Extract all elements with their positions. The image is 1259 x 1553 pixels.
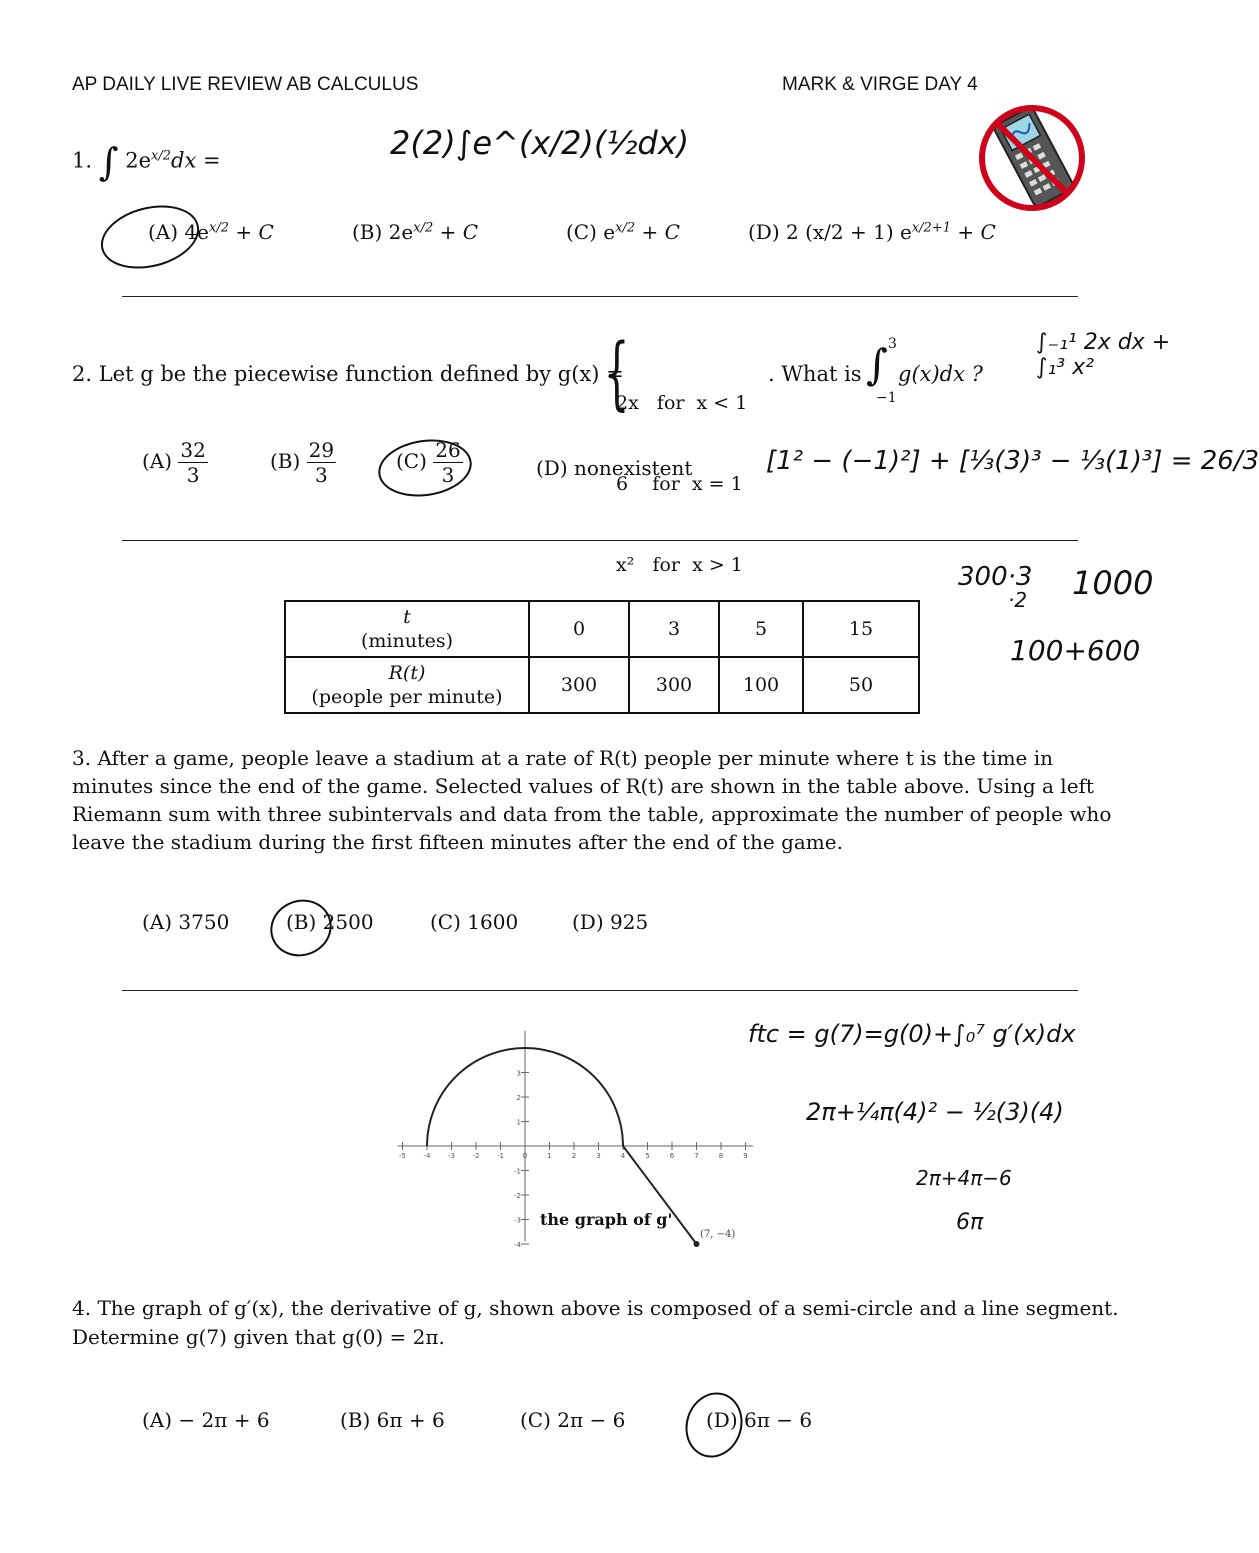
option-label: (A) — [142, 1408, 173, 1432]
option-rest: + C — [950, 220, 996, 244]
y-tick-label: -1 — [514, 1167, 521, 1176]
option-label: (B) — [340, 1408, 371, 1432]
q4-text: 4. The graph of g′(x), the derivative of g, shown above is composed of a semi-circle and a line segment. Determine g(7) given that g(0) = 2π. — [72, 1296, 1119, 1349]
q4-handwriting-4: 6π — [956, 1210, 984, 1235]
option-rest: + C — [228, 220, 274, 244]
table-cell: 15 — [803, 601, 919, 657]
q2-question: . What is — [768, 362, 862, 386]
option-label: (B) — [286, 910, 317, 934]
option-label: (A) — [142, 910, 173, 934]
q4-option-a[interactable] — [142, 1408, 270, 1432]
y-tick-label: 1 — [516, 1118, 521, 1127]
option-text: 2 (x/2 + 1) e — [786, 220, 912, 244]
option-label: (C) — [520, 1408, 551, 1432]
denominator: 3 — [315, 463, 328, 487]
q2-lower-limit: −1 — [876, 390, 897, 406]
q1-dx: dx = — [171, 148, 221, 173]
q2-option-a[interactable] — [142, 440, 208, 485]
option-label: (D) — [706, 1408, 738, 1432]
q4-handwriting-2: 2π+¼π(4)² − ½(3)(4) — [806, 1098, 1064, 1126]
option-label: (C) — [566, 220, 597, 244]
table-row — [285, 657, 919, 713]
numerator: 26 — [435, 438, 461, 462]
case-3: x² for x > 1 — [616, 554, 743, 576]
option-text: 1600 — [467, 910, 519, 934]
option-text: 2π − 6 — [557, 1408, 626, 1432]
cell-text: t — [403, 606, 411, 628]
option-label: (D) — [572, 910, 604, 934]
q3-text: 3. After a game, people leave a stadium at a rate of R(t) people per minute where t is the time in minutes since the end of the game. Selected values of R(t) are shown in the table above. Using a left Riemann sum with three subintervals and data from the table, approximate the number of people who leave the stadium during the first fifteen minutes after the end of the game. — [72, 746, 1112, 854]
y-tick-label: -4 — [514, 1241, 521, 1249]
q1-number: 1. — [72, 148, 93, 173]
no-calculator-icon — [972, 98, 1092, 218]
q1-prompt — [72, 140, 221, 184]
option-label: (C) — [430, 910, 461, 934]
table-header-cell — [285, 657, 529, 713]
q2-option-b[interactable] — [270, 440, 336, 485]
option-text: 6π + 6 — [376, 1408, 445, 1432]
q2-handwriting-top: ∫₋₁¹ 2x dx + ∫₁³ x² — [1036, 330, 1171, 380]
option-text: e — [603, 220, 616, 244]
denominator: 3 — [186, 463, 200, 487]
option-text: 925 — [610, 910, 649, 934]
integral-sign: ∫ — [866, 340, 888, 389]
q3-option-c[interactable] — [430, 910, 518, 934]
x-tick-label: 0 — [522, 1152, 528, 1160]
numerator: 29 — [308, 438, 335, 462]
option-exp: x/2 — [208, 220, 229, 236]
table-cell: 0 — [529, 601, 629, 657]
integral-sign: ∫ — [98, 140, 119, 184]
x-tick-label: 2 — [571, 1152, 577, 1160]
option-exp: x/2+1 — [911, 220, 951, 236]
x-tick-label: 6 — [669, 1152, 675, 1160]
answer-circle — [94, 196, 206, 278]
option-label: (D) — [748, 220, 780, 244]
x-tick-label: 3 — [596, 1152, 601, 1160]
q1-exponent: x/2 — [151, 148, 172, 164]
option-label: (A) — [148, 220, 179, 244]
x-tick-label: -3 — [448, 1152, 455, 1160]
option-label: (B) — [352, 220, 383, 244]
table-cell: 100 — [719, 657, 803, 713]
option-label: (A) — [142, 449, 173, 473]
q4-handwriting-3: 2π+4π−6 — [916, 1166, 1012, 1190]
q2-prompt: 2. Let g be the piecewise function defined by g(x) = — [72, 362, 624, 386]
option-exp: x/2 — [615, 220, 636, 236]
option-label: (C) — [396, 449, 427, 473]
cell-text: (people per minute) — [311, 686, 503, 708]
option-text: 6π − 6 — [744, 1408, 813, 1432]
y-tick-label: -2 — [514, 1192, 521, 1200]
line-segment — [620, 1146, 697, 1244]
q3-handwriting-2: ·2 — [1008, 588, 1028, 612]
y-tick-label: 2 — [516, 1094, 521, 1102]
header-title: AP DAILY LIVE REVIEW AB CALCULUS — [72, 74, 419, 95]
table-cell: 5 — [719, 601, 803, 657]
option-text: nonexistent — [574, 456, 693, 480]
table-cell: 300 — [629, 657, 719, 713]
q2-integrand: g(x)dx ? — [898, 362, 983, 386]
table-row — [285, 601, 919, 657]
option-exp: x/2 — [413, 220, 434, 236]
rate-table — [284, 600, 920, 714]
numerator: 32 — [180, 438, 206, 462]
option-rest: + C — [635, 220, 680, 244]
q4-option-b[interactable] — [340, 1408, 445, 1432]
option-label: (D) — [536, 456, 568, 480]
denominator: 3 — [441, 463, 455, 487]
q2-handwriting-work: [1² − (−1)²] + [⅓(3)³ − ⅓(1)³] = 26/3 — [766, 446, 1259, 476]
option-text: 2500 — [322, 910, 374, 934]
q3-option-a[interactable] — [142, 910, 229, 934]
q4-handwriting-1: ftc = g(7)=g(0)+∫₀⁷ g′(x)dx — [748, 1020, 1076, 1048]
case-1: 2x for x < 1 — [616, 392, 748, 414]
x-tick-label: -1 — [497, 1152, 504, 1160]
fraction — [178, 440, 207, 485]
q3-option-d[interactable] — [572, 910, 648, 934]
x-tick-label: 4 — [620, 1152, 626, 1160]
endpoint-marker — [694, 1241, 700, 1247]
x-tick-labels — [399, 1152, 748, 1160]
table-cell: 300 — [529, 657, 629, 713]
fraction — [307, 440, 336, 485]
option-text: 2e — [388, 220, 414, 244]
point-label: (7, −4) — [700, 1229, 736, 1240]
option-text: 4e — [184, 220, 209, 244]
q3-handwriting-4: 100+600 — [1010, 634, 1141, 667]
x-tick-label: 9 — [743, 1152, 748, 1160]
q1-integrand: 2e — [125, 148, 152, 173]
option-text: − 2π + 6 — [178, 1408, 270, 1432]
q1-option-d[interactable] — [748, 220, 996, 244]
q1-option-c[interactable] — [566, 220, 680, 244]
y-tick-label: 3 — [516, 1069, 521, 1078]
divider — [122, 296, 1078, 297]
q4-option-c[interactable] — [520, 1408, 625, 1432]
x-tick-label: -4 — [423, 1152, 431, 1160]
cell-text: (minutes) — [360, 630, 454, 652]
x-tick-label: -2 — [472, 1152, 480, 1160]
q1-handwriting: 2(2)∫e^(x/2)(½dx) — [390, 124, 690, 162]
option-text: 3750 — [178, 910, 230, 934]
y-tick-label: -3 — [514, 1216, 521, 1225]
graph-label: the graph of g' — [540, 1210, 673, 1229]
answer-circle — [677, 1385, 751, 1465]
divider — [122, 990, 1078, 991]
option-rest: + C — [433, 220, 478, 244]
divider — [122, 540, 1078, 541]
q2-option-d[interactable] — [536, 456, 692, 480]
cell-text: R(t) — [388, 662, 426, 684]
q3-handwriting-3: 1000 — [1072, 564, 1154, 602]
header-day: MARK & VIRGE DAY 4 — [782, 74, 978, 95]
table-cell: 50 — [803, 657, 919, 713]
x-tick-label: 7 — [694, 1152, 699, 1160]
brace: { — [604, 328, 630, 420]
option-label: (B) — [270, 449, 301, 473]
case-2: 6 for x = 1 — [616, 473, 743, 495]
answer-circle — [262, 891, 339, 965]
q2-upper-limit: 3 — [888, 336, 897, 352]
table-header-cell — [285, 601, 529, 657]
x-tick-label: 5 — [645, 1152, 650, 1160]
x-tick-label: 8 — [718, 1152, 724, 1160]
table-cell: 3 — [629, 601, 719, 657]
x-tick-label: -5 — [399, 1152, 406, 1160]
q1-option-b[interactable] — [352, 220, 478, 244]
q3-handwriting-1: 300·3 — [958, 562, 1033, 592]
x-tick-label: 1 — [547, 1152, 552, 1160]
y-tick-labels — [514, 1070, 522, 1250]
